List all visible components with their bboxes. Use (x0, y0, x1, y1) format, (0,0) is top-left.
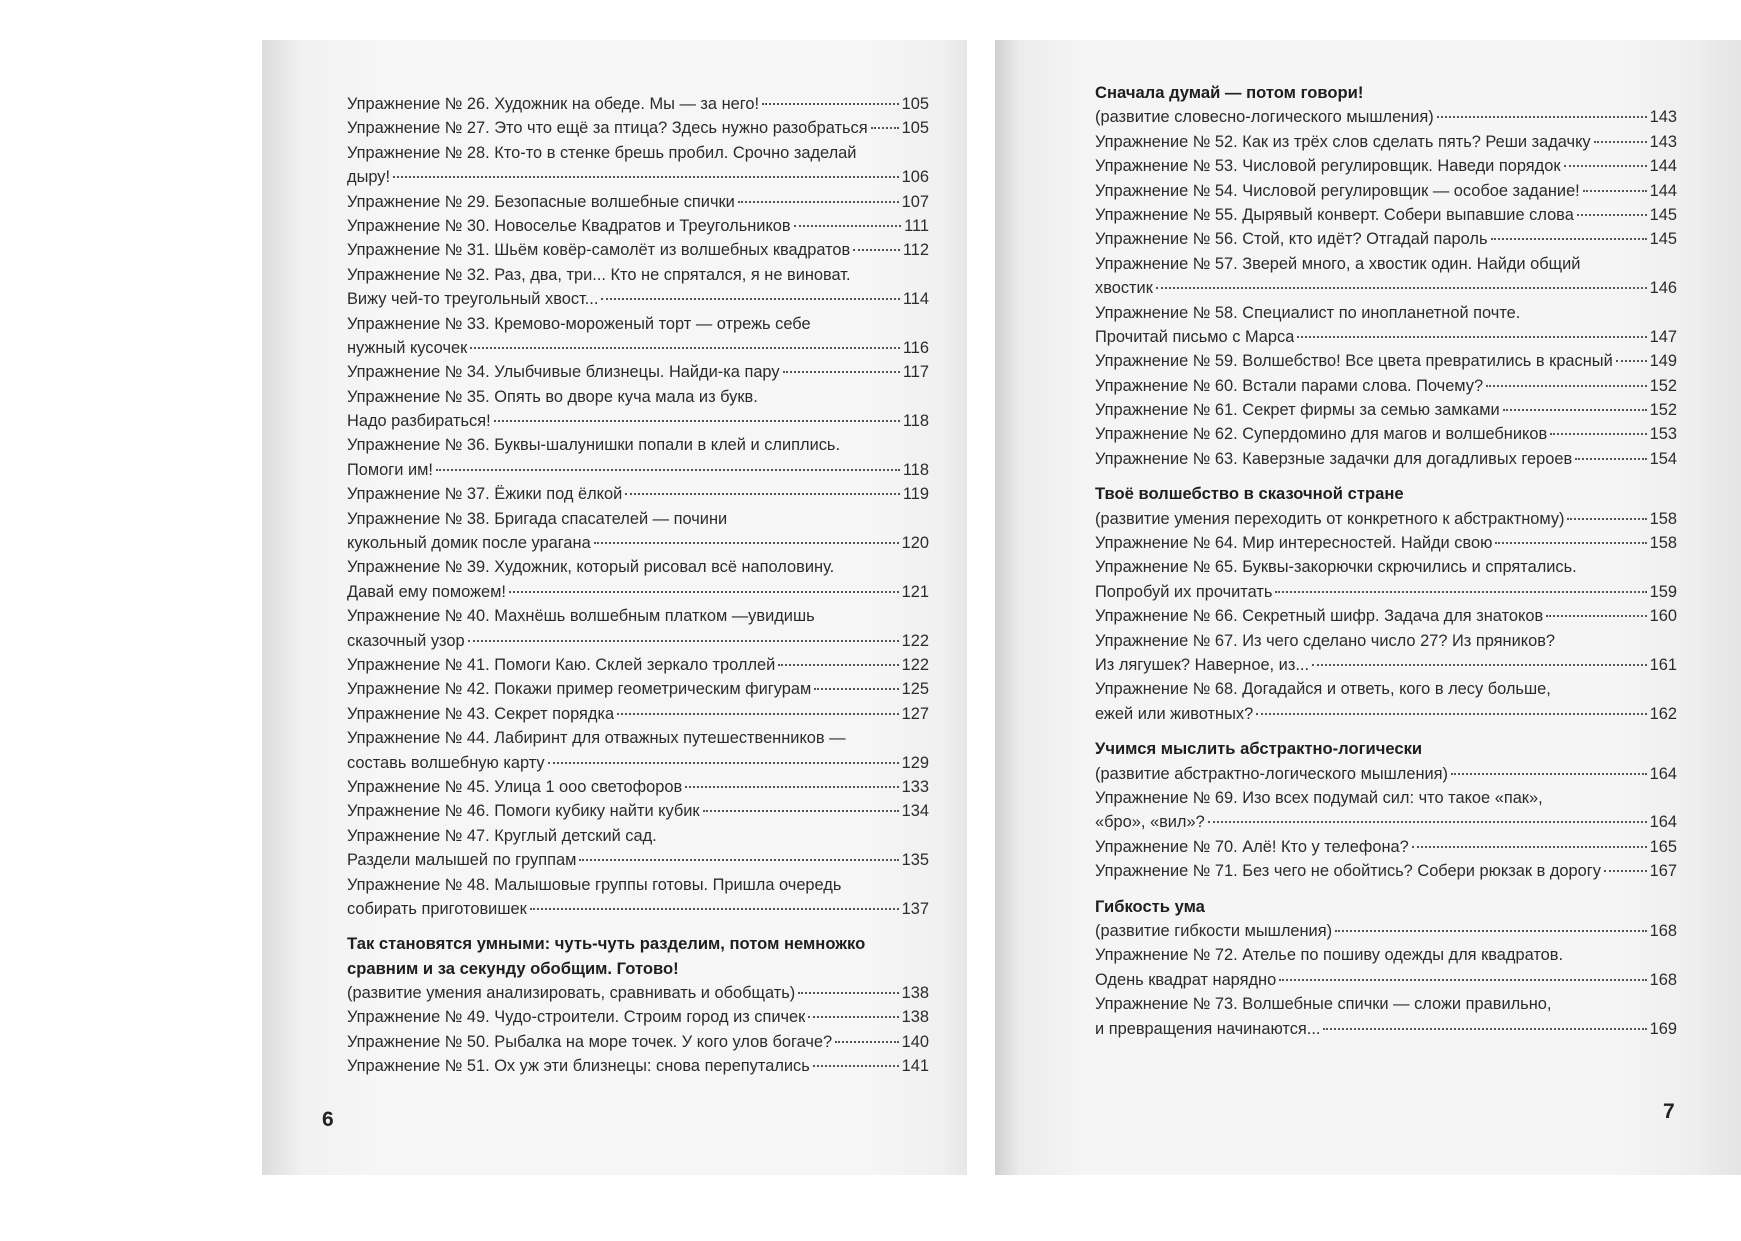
toc-entry[interactable] (1095, 992, 1677, 1041)
toc-page-number: 164 (1649, 813, 1677, 832)
toc-entry[interactable] (1095, 943, 1677, 992)
toc-page-number: 118 (902, 412, 929, 431)
toc-entry-text: Упражнение № 32. Раз, два, три... Кто не спрятался, я не виноват. (347, 265, 851, 284)
dot-leader (1491, 238, 1647, 240)
toc-entry[interactable] (347, 677, 929, 701)
toc-entry-text: Упражнение № 62. Супердомино для магов и волшебников (1095, 425, 1548, 444)
toc-page-number: 168 (1649, 970, 1677, 989)
toc-entry[interactable] (1095, 531, 1677, 555)
dot-leader (1208, 821, 1647, 823)
toc-section (1095, 737, 1677, 883)
toc-entry[interactable] (1095, 629, 1677, 678)
toc-entry-text: Упражнение № 65. Буквы-закорючки скрючились и спрятались. (1095, 558, 1577, 577)
toc-entry-text: Упражнение № 68. Догадайся и ответь, кого в лесу больше, (1095, 680, 1551, 699)
toc-entry-text: Упражнение № 67. Из чего сделано число 27? Из пряников? (1095, 631, 1556, 650)
dot-leader (436, 469, 900, 471)
toc-entry-text: Упражнение № 47. Круглый детский сад. (347, 826, 657, 845)
toc-page-number: 105 (901, 95, 929, 113)
toc-entry[interactable] (1095, 507, 1677, 531)
toc-entry[interactable] (347, 555, 929, 604)
toc-entry-text: Вижу чей-то треугольный хвост... (347, 290, 599, 309)
toc-entry[interactable] (1095, 677, 1677, 726)
toc-entry[interactable] (1095, 762, 1677, 786)
toc-entry-text: Упражнение № 38. Бригада спасателей — почини (347, 509, 728, 528)
dot-leader (778, 664, 898, 666)
toc-entry-text: (развитие словесно-логического мышления) (1095, 108, 1434, 127)
toc-entry-text: Упражнение № 53. Числовой регулировщик. Наведи порядок (1095, 157, 1561, 176)
toc-page-number: 144 (1649, 157, 1677, 176)
toc-entry[interactable] (1095, 398, 1677, 422)
toc-entry-text: Упражнение № 39. Художник, который рисовал всё наполовину. (347, 558, 835, 577)
toc-page-number: 129 (901, 753, 929, 772)
dot-leader (1594, 141, 1647, 143)
toc-entry[interactable] (347, 873, 929, 922)
toc-entry[interactable] (347, 507, 929, 556)
toc-page-number: 152 (1649, 376, 1677, 395)
toc-entry-text: (развитие умения анализировать, сравнивать и обобщать) (347, 984, 796, 1003)
toc-entry-text: Упражнение № 35. Опять во дворе куча мала из букв. (347, 387, 758, 406)
toc-entry[interactable] (347, 726, 929, 775)
toc-page-number: 143 (1649, 108, 1677, 127)
toc-page-number: 116 (902, 338, 929, 357)
toc-entry[interactable] (1095, 374, 1677, 398)
toc-left (347, 92, 929, 1079)
dot-leader (548, 762, 899, 764)
dot-leader (579, 859, 898, 861)
dot-leader (738, 201, 899, 203)
dot-leader (853, 249, 900, 251)
toc-page-number: 111 (904, 216, 929, 235)
toc-section (1095, 81, 1677, 471)
dot-leader (1323, 1028, 1646, 1030)
toc-entry[interactable] (1095, 555, 1677, 604)
dot-leader (393, 176, 899, 178)
section-title: Твоё волшебство в сказочной стране (1095, 484, 1404, 504)
dot-leader (1503, 409, 1647, 411)
toc-entry[interactable] (347, 824, 929, 873)
toc-page-number: 162 (1649, 704, 1677, 723)
toc-entry-text: хвостик (1095, 279, 1153, 298)
toc-entry[interactable] (347, 238, 929, 262)
toc-entry[interactable] (1095, 179, 1677, 203)
dot-leader (1256, 713, 1646, 715)
toc-page-number: 158 (1649, 509, 1677, 528)
toc-page-number: 160 (1649, 607, 1677, 626)
dot-leader (509, 591, 899, 593)
toc-entry-text: Упражнение № 45. Улица 1 ооо светофоров (347, 777, 683, 796)
dot-leader (1616, 360, 1647, 362)
toc-entry-text: Упражнение № 26. Художник на обеде. Мы — за него! (347, 95, 760, 113)
section-title: Учимся мыслить абстрактно-логически (1095, 739, 1423, 759)
dot-leader (685, 786, 898, 788)
toc-entry-text: Раздели малышей по группам (347, 851, 577, 870)
dot-leader (798, 992, 898, 994)
toc-page-number: 119 (902, 485, 929, 504)
toc-entry[interactable] (1095, 301, 1677, 350)
toc-entry[interactable] (1095, 447, 1677, 471)
toc-entry-text: Упражнение № 40. Махнёшь волшебным платком —увидишь (347, 607, 815, 626)
dot-leader (814, 688, 898, 690)
dot-leader (1564, 165, 1647, 167)
toc-entry-text: Давай ему поможем! (347, 582, 506, 601)
toc-entry-text: (развитие абстрактно-логического мышления) (1095, 764, 1448, 783)
toc-entry-text: дыру! (347, 168, 391, 187)
dot-leader (762, 103, 899, 105)
toc-page-number: 122 (901, 631, 929, 650)
toc-page-number: 138 (901, 984, 929, 1003)
toc-entry[interactable] (1095, 227, 1677, 251)
dot-leader (1156, 287, 1647, 289)
toc-entry[interactable] (1095, 252, 1677, 301)
dot-leader (808, 1016, 898, 1018)
toc-entry[interactable] (347, 981, 929, 1005)
toc-entry-text: Упражнение № 49. Чудо-строители. Строим город из спичек (347, 1008, 806, 1027)
dot-leader (601, 298, 899, 300)
dot-leader (1546, 615, 1646, 617)
toc-section (347, 932, 929, 1078)
toc-entry[interactable] (347, 385, 929, 434)
toc-entry[interactable] (347, 604, 929, 653)
dot-leader (835, 1041, 899, 1043)
dot-leader (871, 127, 899, 129)
toc-entry-text: нужный кусочек (347, 338, 468, 357)
toc-entry-text: Упражнение № 50. Рыбалка на море точек. У кого улов богаче? (347, 1032, 833, 1051)
toc-entry[interactable] (1095, 154, 1677, 178)
toc-page-number: 147 (1649, 327, 1677, 346)
toc-page-number: 154 (1649, 449, 1677, 468)
toc-entry[interactable] (1095, 422, 1677, 446)
section-title: Так становятся умными: чуть-чуть разделим, потом немножко (347, 934, 866, 954)
toc-entry-text: Упражнение № 51. Ох уж эти близнецы: снова перепутались (347, 1057, 810, 1076)
dot-leader (1583, 190, 1647, 192)
toc-entry[interactable] (1095, 786, 1677, 835)
toc-page-number: 138 (901, 1008, 929, 1027)
toc-page-number: 149 (1649, 352, 1677, 371)
section-title: Сначала думай — потом говори! (1095, 83, 1364, 102)
dot-leader (1486, 385, 1647, 387)
toc-entry-text: (развитие гибкости мышления) (1095, 921, 1333, 940)
toc-entry-text: собирать приготовишек (347, 899, 527, 918)
toc-page-number: 158 (1649, 534, 1677, 553)
toc-entry[interactable] (347, 141, 929, 190)
toc-entry-text: Упражнение № 37. Ёжики под ёлкой (347, 485, 623, 504)
toc-entry[interactable] (347, 360, 929, 384)
toc-entry[interactable] (1095, 349, 1677, 373)
toc-entry[interactable] (347, 1005, 929, 1029)
toc-page-number: 164 (1649, 764, 1677, 783)
toc-entry[interactable] (1095, 105, 1677, 129)
dot-leader (1604, 870, 1647, 872)
toc-entry-text: «бро», «вил»? (1095, 813, 1205, 832)
toc-entry-text: Упражнение № 31. Шьём ковёр-самолёт из волшебных квадратов (347, 241, 851, 260)
toc-page-number: 127 (901, 704, 929, 723)
toc-entry-text: Упражнение № 66. Секретный шифр. Задача для знатоков (1095, 607, 1544, 626)
toc-entry[interactable] (1095, 203, 1677, 227)
dot-leader (1577, 214, 1647, 216)
toc-entry-text: Упражнение № 59. Волшебство! Все цвета превратились в красный (1095, 352, 1613, 371)
dot-leader (594, 542, 899, 544)
dot-leader (813, 1065, 899, 1067)
toc-entry-text: Упражнение № 70. Алё! Кто у телефона? (1095, 837, 1409, 856)
toc-section (347, 92, 929, 921)
toc-entry[interactable] (1095, 919, 1677, 943)
toc-entry-text: Упражнение № 28. Кто-то в стенке брешь пробил. Срочно заделай (347, 143, 857, 162)
toc-entry[interactable] (347, 263, 929, 312)
toc-page-number: 107 (901, 192, 929, 211)
toc-entry-text: Одень квадрат нарядно (1095, 970, 1277, 989)
toc-entry-text: Упражнение № 64. Мир интересностей. Найди свою (1095, 534, 1493, 553)
toc-entry[interactable] (347, 92, 929, 116)
toc-entry-text: Упражнение № 63. Каверзные задачки для догадливых героев (1095, 449, 1573, 468)
toc-entry[interactable] (1095, 835, 1677, 859)
toc-page-number: 125 (901, 680, 929, 699)
toc-page-number: 141 (901, 1057, 929, 1076)
toc-entry-text: Прочитай письмо с Марса (1095, 327, 1295, 346)
toc-page-number: 153 (1649, 425, 1677, 444)
page-number: 7 (1663, 1100, 1675, 1123)
toc-page-number: 168 (1649, 921, 1677, 940)
toc-entry-text: и превращения начинаются... (1095, 1019, 1321, 1038)
toc-entry[interactable] (347, 653, 929, 677)
toc-page-number: 145 (1649, 205, 1677, 224)
toc-entry-text: Упражнение № 46. Помоги кубику найти кубик (347, 802, 700, 821)
toc-entry-text: ежей или животных? (1095, 704, 1254, 723)
toc-page-number: 122 (901, 655, 929, 674)
dot-leader (1567, 518, 1646, 520)
toc-entry[interactable] (1095, 130, 1677, 154)
dot-leader (1312, 664, 1647, 666)
toc-entry-text: Упражнение № 73. Волшебные спички — сложи правильно, (1095, 995, 1552, 1014)
toc-right (1095, 81, 1677, 1041)
toc-page-number: 118 (902, 460, 929, 479)
toc-page-number: 134 (901, 802, 929, 821)
toc-entry-text: Попробуй их прочитать (1095, 582, 1273, 601)
toc-entry[interactable] (347, 775, 929, 799)
toc-entry-text: Упражнение № 41. Помоги Каю. Склей зеркало троллей (347, 655, 776, 674)
dot-leader (1437, 116, 1647, 118)
toc-page-number: 137 (901, 899, 929, 918)
toc-entry-text: Упражнение № 56. Стой, кто идёт? Отгадай пароль (1095, 230, 1488, 249)
toc-entry-text: Упражнение № 61. Секрет фирмы за семью замками (1095, 401, 1500, 420)
toc-entry-text: Упражнение № 36. Буквы-шалунишки попали в клей и слиплись. (347, 436, 841, 455)
toc-entry-text: Из лягушек? Наверное, из... (1095, 656, 1309, 675)
toc-entry-text: Упражнение № 69. Изо всех подумай сил: что такое «пак», (1095, 788, 1543, 807)
dot-leader (1275, 591, 1646, 593)
toc-entry-text: Упражнение № 42. Покажи пример геометрическим фигурам (347, 680, 812, 699)
toc-entry[interactable] (347, 1054, 929, 1078)
toc-page-number: 167 (1649, 862, 1677, 881)
toc-entry-text: Упражнение № 54. Числовой регулировщик — особое задание! (1095, 181, 1580, 200)
toc-section (1095, 482, 1677, 726)
dot-leader (794, 225, 901, 227)
toc-entry[interactable] (1095, 604, 1677, 628)
toc-page-number: 120 (901, 534, 929, 553)
toc-entry-text: Упражнение № 58. Специалист по инопланетной почте. (1095, 303, 1521, 322)
toc-page-number: 161 (1649, 656, 1677, 675)
toc-entry-text: Упражнение № 55. Дырявый конверт. Собери выпавшие слова (1095, 205, 1574, 224)
toc-page-number: 143 (1649, 132, 1677, 151)
dot-leader (703, 810, 899, 812)
toc-page-number: 121 (901, 582, 929, 601)
toc-entry[interactable] (347, 799, 929, 823)
toc-entry[interactable] (347, 116, 929, 140)
toc-entry-text: Надо разбираться! (347, 412, 491, 431)
toc-page-number: 140 (901, 1032, 929, 1051)
toc-entry-text: Упражнение № 44. Лабиринт для отважных путешественников — (347, 729, 846, 748)
toc-entry[interactable] (347, 214, 929, 238)
dot-leader (1575, 458, 1646, 460)
dot-leader (1451, 773, 1647, 775)
toc-entry[interactable] (347, 433, 929, 482)
page-number: 6 (322, 1108, 334, 1131)
toc-page-number: 152 (1649, 401, 1677, 420)
toc-entry-text: Упражнение № 34. Улыбчивые близнецы. Найди-ка пару (347, 363, 780, 382)
toc-page-number: 114 (902, 290, 929, 309)
book-gutter (967, 40, 995, 1175)
dot-leader (1279, 979, 1646, 981)
dot-leader (625, 493, 900, 495)
dot-leader (530, 908, 899, 910)
toc-page-number: 146 (1649, 279, 1677, 298)
toc-entry[interactable] (347, 1030, 929, 1054)
toc-page-number: 117 (902, 363, 929, 382)
dot-leader (1550, 433, 1646, 435)
toc-entry-text: (развитие умения переходить от конкретного к абстрактному) (1095, 509, 1565, 528)
toc-page-number: 112 (902, 241, 929, 260)
toc-entry[interactable] (347, 482, 929, 506)
right-page (995, 40, 1741, 1175)
dot-leader (1412, 846, 1647, 848)
toc-entry-text: Помоги им! (347, 460, 433, 479)
toc-entry-text: Упражнение № 43. Секрет порядка (347, 704, 615, 723)
toc-entry[interactable] (347, 312, 929, 361)
toc-page-number: 159 (1649, 582, 1677, 601)
toc-page-number: 169 (1649, 1019, 1677, 1038)
toc-page-number: 145 (1649, 230, 1677, 249)
toc-page-number: 144 (1649, 181, 1677, 200)
toc-entry[interactable] (1095, 859, 1677, 883)
toc-entry-text: Упражнение № 52. Как из трёх слов сделать пять? Реши задачку (1095, 132, 1591, 151)
toc-entry-text: кукольный домик после урагана (347, 534, 591, 553)
dot-leader (1335, 930, 1647, 932)
toc-entry-text: Упражнение № 57. Зверей много, а хвостик один. Найди общий (1095, 254, 1581, 273)
toc-page-number: 165 (1649, 837, 1677, 856)
toc-entry-text: составь волшебную карту (347, 753, 545, 772)
toc-entry-text: сказочный узор (347, 631, 465, 650)
toc-entry[interactable] (347, 702, 929, 726)
toc-entry-text: Упражнение № 27. Это что ещё за птица? Здесь нужно разобраться (347, 119, 868, 138)
dot-leader (1297, 336, 1646, 338)
dot-leader (1495, 542, 1646, 544)
dot-leader (470, 347, 900, 349)
toc-entry-text: Упражнение № 29. Безопасные волшебные спички (347, 192, 735, 211)
toc-page-number: 106 (901, 168, 929, 187)
dot-leader (783, 371, 900, 373)
toc-entry-text: Упражнение № 33. Кремово-мороженый торт — отрежь себе (347, 314, 811, 333)
toc-entry-text: Упражнение № 30. Новоселье Квадратов и Треугольников (347, 216, 791, 235)
toc-page-number: 105 (901, 119, 929, 138)
toc-entry-text: Упражнение № 71. Без чего не обойтись? Собери рюкзак в дорогу (1095, 862, 1601, 881)
section-title: Гибкость ума (1095, 896, 1205, 916)
toc-entry-text: Упражнение № 60. Встали парами слова. Почему? (1095, 376, 1484, 395)
toc-section (1095, 895, 1677, 1041)
toc-page-number: 133 (901, 777, 929, 796)
dot-leader (617, 713, 898, 715)
toc-entry-text: Упражнение № 48. Малышовые группы готовы. Пришла очередь (347, 875, 842, 894)
toc-page-number: 135 (901, 851, 929, 870)
left-page (262, 40, 967, 1175)
section-title: сравним и за секунду обобщим. Готово! (347, 958, 679, 978)
toc-entry-text: Упражнение № 72. Ателье по пошиву одежды для квадратов. (1095, 946, 1564, 965)
dot-leader (494, 420, 900, 422)
dot-leader (468, 640, 899, 642)
toc-entry[interactable] (347, 190, 929, 214)
